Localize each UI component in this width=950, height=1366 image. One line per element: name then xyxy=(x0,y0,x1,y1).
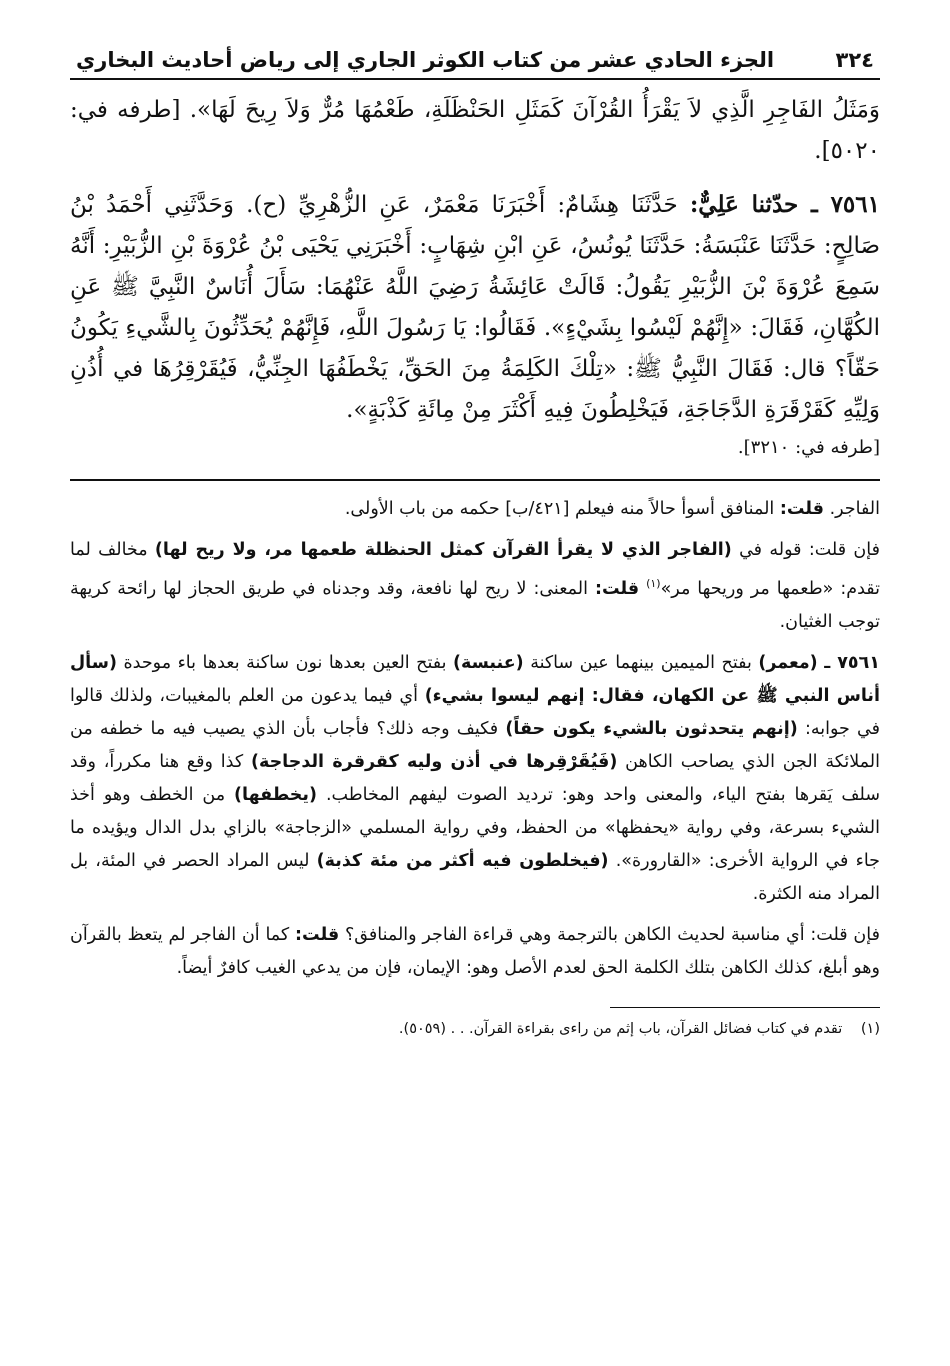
footnote-ref[interactable]: (١) xyxy=(646,577,661,590)
text-run: أي فيما يدعون من العلم بالمغيبات، ولذلك قالوا في جوابه: xyxy=(70,685,880,739)
footnote-text: تقدم في كتاب فضائل القرآن، باب إثم من راءى بقراءة القرآن. . . (٥٠٥٩). xyxy=(398,1020,843,1037)
bold-run: (الفاجر الذي لا يقرأ القرآن كمثل الحنظلة طعمها مر، ولا ريح لها) xyxy=(154,540,732,560)
text-run: كذا وقع هنا مكرراً، وقد سلف يَقرها بفتح الياء، والمعنى واحد وهو: ترديد الصوت ليفهم المخاطب. xyxy=(70,751,880,805)
running-title: الجزء الحادي عشر من كتاب الكوثر الجاري إلى رياض أحاديث البخاري xyxy=(76,48,775,72)
bold-run: قلت: xyxy=(594,578,640,599)
text-run: فإن قلت: قوله في xyxy=(739,540,880,560)
hadith-number: ٧٥٦١ ـ حدّثنا عَلِيٌّ: xyxy=(689,191,880,218)
bold-run: (سأل أناس النبي ﷺ عن الكهان، فقال: إنهم ليسوا بشيء) xyxy=(70,652,880,706)
text-run: فإن قلت: أي مناسبة لحديث الكاهن بالترجمة وهي قراءة الفاجر والمنافق؟ xyxy=(344,924,880,945)
running-header xyxy=(70,48,880,80)
commentary-para-2 xyxy=(70,534,880,639)
bold-run: (يخطفها) xyxy=(234,784,317,805)
bold-run: (إنهم يتحدثون بالشيء يكون حقاً) xyxy=(505,718,798,739)
bold-run: (معمر) xyxy=(758,652,818,673)
bold-run: قلت: xyxy=(295,924,340,945)
text-run: بفتح العين بعدها نون ساكنة بعدها باء موحدة xyxy=(123,652,447,673)
footnote-marker: (١) xyxy=(860,1020,880,1037)
text-run: ليس المراد الحصر في المئة، بل المراد منه الكثرة. xyxy=(70,850,880,904)
commentary-para-3 xyxy=(70,647,880,911)
text-run: الفاجر. xyxy=(829,499,880,519)
text-run: كما أن الفاجر لم يتعظ بالقرآن وهو أبلغ، كذلك الكاهن بتلك الكلمة الحق لعدم الأصل وهو: الإيمان، فإن من يدعي الغيب كافرٌ أيضاً. xyxy=(70,924,880,978)
bold-run: (فيخلطون فيه أكثر من مئة كذبة) xyxy=(316,850,609,871)
bold-run: (عنبسة) xyxy=(453,652,524,673)
footnote xyxy=(70,1016,880,1042)
footnote-divider xyxy=(610,1007,880,1008)
commentary-para-1 xyxy=(70,493,880,526)
bold-run: ٧٥٦١ ـ xyxy=(824,652,880,673)
text-run: المنافق أسوأ حالاً منه فيعلم [٤٢١/ب] حكمه من باب الأولى. xyxy=(344,499,775,519)
hadith-tarf: [طرفه في: ٣٢١٠]. xyxy=(737,437,880,458)
page-number: ٣٢٤ xyxy=(835,48,874,72)
hadith-continuation: وَمَثَلُ الفَاجِرِ الَّذِي لاَ يَقْرَأُ القُرْآنَ كَمَثَلِ الحَنْظَلَةِ، طَعْمُهَا مُرٌّ وَلاَ رِيحَ لَهَا». [طرفه في: ٥٠٢٠]. xyxy=(70,97,880,164)
section-divider xyxy=(70,479,880,481)
hadith-body: حَدَّثَنَا هِشَامٌ: أَخْبَرَنَا مَعْمَرٌ، عَنِ الزُّهْرِيِّ (ح). وَحَدَّثَنِي أَحْمَدُ بْنُ صَالِحٍ: حَدَّثَنَا عَنْبَسَةُ: حَدَّثَنَا يُونُسُ، عَنِ ابْنِ شِهَابٍ: أَخْبَرَنِي يَحْيَى بْنُ عُرْوَةَ بْنِ الزُّبَيْرِ: أَنَّهُ سَمِعَ عُرْوَةَ بْنَ الزُّبَيْرِ يَقُولُ: قَالَتْ عَائِشَةُ رَضِيَ اللَّهُ عَنْهُمَا: سَأَلَ أُنَاسٌ النَّبِيَّ ﷺ عَنِ الكُهَّانِ، فَقَالَ: «إِنَّهُمْ لَيْسُوا بِشَيْءٍ». فَقَالُوا: يَا رَسُولَ اللَّهِ، فَإِنَّهُمْ يُحَدِّثُونَ بِالشَّيءِ يَكُونُ حَقّاً؟ قال: فَقَالَ النَّبِيُّ ﷺ: «تِلْكَ الكَلِمَةُ مِنَ الحَقِّ، يَخْطَفُهَا الجِنِّيُّ، فَيُقَرْقِرُهَا في أُذُنِ وَلِيِّهِ كَقَرْقَرَةِ الدَّجَاجَةِ، فَيَخْلِطُونَ فِيهِ أَكْثَرَ مِنْ مِائَةِ كَذْبَةٍ». xyxy=(70,192,880,423)
hadith-7561 xyxy=(70,184,880,431)
book-page xyxy=(70,48,880,1042)
bold-run: قلت: xyxy=(779,499,824,519)
text-run: فكيف وجه ذلك؟ فأجاب بأن الذي يصيب فيه ما خطفه من الملائكة الجن الذي يصاحب الكاهن xyxy=(70,718,880,772)
text-run: بفتح الميمين بينهما عين ساكنة xyxy=(530,652,752,673)
hadith-text xyxy=(70,90,880,465)
commentary-para-4 xyxy=(70,919,880,985)
commentary xyxy=(70,493,880,985)
text-run: المعنى: لا ريح لها نافعة، وقد وجدناه في طريق الحجاز لها رائحة كريهة توجب الغثيان. xyxy=(70,578,880,632)
bold-run: (فَيُقَرْقِرها في أذن وليه كقرقرة الدجاجة) xyxy=(250,751,618,772)
text-run: مخالف لما تقدم: «طعمها مر وريحها مر» xyxy=(70,540,880,599)
text-run: من الخطف وهو أخذ الشيء بسرعة، وفي رواية «يحفظها» من الحفظ، وفي رواية المسلمي «الزجاجة» بالزاي بدل الدال ويؤيده ما جاء في الرواية الأخرى: «القارورة». xyxy=(70,784,880,871)
